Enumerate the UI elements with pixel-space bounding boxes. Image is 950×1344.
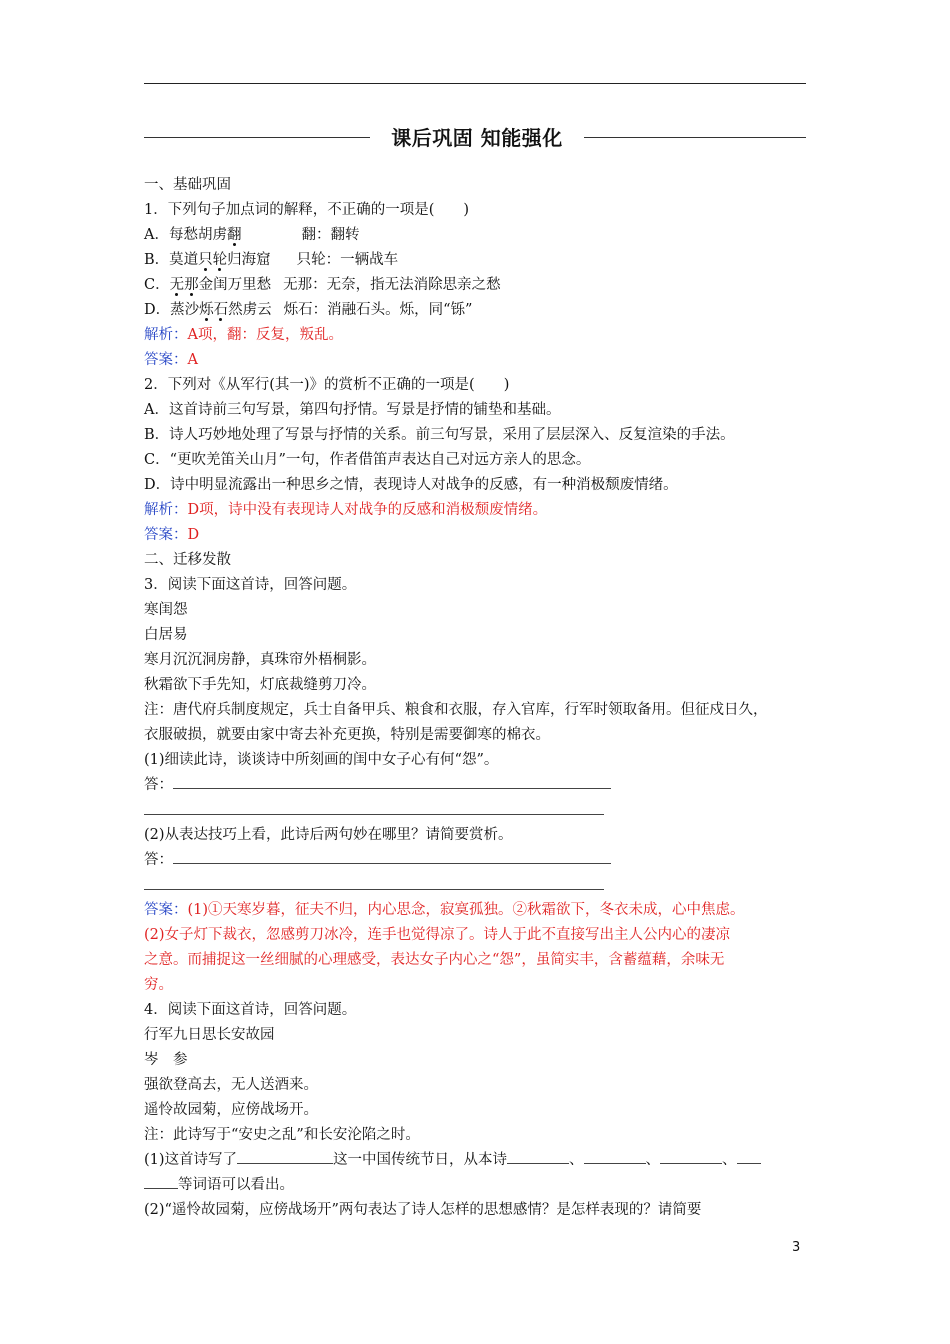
answer-blank[interactable] <box>173 774 611 789</box>
q3-answer-2: (2)女子灯下裁衣，忽感剪刀冰冷，连手也觉得凉了。诗人于此不直接写出主人公内心的凄凉 <box>144 927 731 943</box>
fill-blank[interactable] <box>737 1149 761 1164</box>
q4-poem-line-2: 遥怜故园菊，应傍战场开。 <box>144 1102 318 1118</box>
title-decor-line-left <box>144 137 370 138</box>
fill-blank[interactable] <box>144 1174 178 1189</box>
q4-stem: 4．阅读下面这首诗，回答问题。 <box>144 1002 357 1018</box>
answer-rule[interactable] <box>144 873 812 898</box>
answer-rule[interactable] <box>144 798 812 823</box>
fill-blank[interactable] <box>660 1149 722 1164</box>
dotted-word: 翻 <box>226 227 242 243</box>
q3-answer-1: 答案：(1)①天寒岁暮，征夫不归，内心思念，寂寞孤独。②秋霜欲下，冬衣未成，心中焦虑。 <box>144 902 745 918</box>
q1-stem: 1．下列句子加点词的解释，不正确的一项是( ) <box>144 202 470 218</box>
document-body <box>144 173 812 1223</box>
title-decor-line-right <box>584 137 806 138</box>
q4-subquestion-1: (1)这首诗写了 这一中国传统节日，从本诗 、 、 、 <box>144 1148 812 1173</box>
q3-answer-line-2: 答： <box>144 848 812 873</box>
dotted-word: 轮 <box>212 252 228 268</box>
dotted-word: 那 <box>184 277 199 293</box>
q4-poem-line-1: 强欲登高去，无人送酒来。 <box>144 1077 318 1093</box>
answer-blank[interactable] <box>173 849 611 864</box>
q3-answer-4: 穷。 <box>144 977 173 993</box>
q2-answer: 答案：D <box>144 527 200 543</box>
fill-blank[interactable] <box>507 1149 569 1164</box>
q3-stem: 3．阅读下面这首诗，回答问题。 <box>144 577 357 593</box>
q3-poem-author: 白居易 <box>144 627 188 643</box>
q4-poem-title: 行军九日思长安故园 <box>144 1027 275 1043</box>
q2-analysis: 解析：D项，诗中没有表现诗人对战争的反感和消极颓废情绪。 <box>144 502 548 518</box>
dotted-word: 石 <box>213 302 229 318</box>
section-heading-1: 一、基础巩固 <box>144 177 231 193</box>
q3-poem-line-2: 秋霜欲下手先知，灯底裁缝剪刀冷。 <box>144 677 376 693</box>
q4-subquestion-1-cont: 等词语可以看出。 <box>144 1173 812 1198</box>
page-number: 3 <box>792 1240 801 1255</box>
q1-option-c: C．无那金闺万里愁 无那：无奈，指无法消除思亲之愁 <box>144 277 501 293</box>
q1-analysis: 解析：A项，翻：反复，叛乱。 <box>144 327 343 343</box>
fill-blank[interactable] <box>584 1149 646 1164</box>
section-heading-2: 二、迁移发散 <box>144 552 231 568</box>
q2-option-a: A．这首诗前三句写景，第四句抒情。写景是抒情的铺垫和基础。 <box>144 402 561 418</box>
q3-subquestion-1: (1)细读此诗，谈谈诗中所刻画的闺中女子心有何“怨”。 <box>144 752 499 768</box>
dotted-word: 只 <box>198 252 213 268</box>
q1-option-d: D．蒸沙烁石然虏云 烁石：消融石头。烁，同“铄” <box>144 302 473 318</box>
fill-blank[interactable] <box>237 1149 333 1164</box>
header-rule <box>144 83 806 84</box>
q3-subquestion-2: (2)从表达技巧上看，此诗后两句妙在哪里？请简要赏析。 <box>144 827 513 843</box>
q3-answer-3: 之意。而捕捉这一丝细腻的心理感受，表达女子内心之“怨”，虽简实丰，含蓄蕴藉，余味无 <box>144 952 725 968</box>
q1-option-b: B．莫道只轮归海窟 只轮：一辆战车 <box>144 252 399 268</box>
section-title: 课后巩固 知能强化 <box>391 126 563 150</box>
q4-note: 注：此诗写于“安史之乱”和长安沦陷之时。 <box>144 1127 420 1143</box>
q3-poem-title: 寒闺怨 <box>144 602 188 618</box>
q2-stem: 2．下列对《从军行(其一)》的赏析不正确的一项是( ) <box>144 377 510 393</box>
dotted-word: 烁 <box>199 302 214 318</box>
section-title-bar <box>144 120 806 154</box>
q2-option-d: D．诗中明显流露出一种思乡之情，表现诗人对战争的反感，有一种消极颓废情绪。 <box>144 477 678 493</box>
q3-note-line-1: 注：唐代府兵制度规定，兵士自备甲兵、粮食和衣服，存入官库，行军时领取备用。但征戍日久， <box>144 702 768 718</box>
q3-answer-line-1: 答： <box>144 773 812 798</box>
q1-answer: 答案：A <box>144 352 198 368</box>
q2-option-c: C．“更吹羌笛关山月”一句，作者借笛声表达自己对远方亲人的思念。 <box>144 452 591 468</box>
q1-option-a: A．每愁胡虏翻 翻：翻转 <box>144 227 360 243</box>
q4-subquestion-2: (2)“遥怜故园菊，应傍战场开”两句表达了诗人怎样的思想感情？是怎样表现的？请简要 <box>144 1202 702 1218</box>
q2-option-b: B．诗人巧妙地处理了写景与抒情的关系。前三句写景，采用了层层深入、反复渲染的手法。 <box>144 427 735 443</box>
q3-note-line-2: 衣服破损，就要由家中寄去补充更换，特别是需要御寒的棉衣。 <box>144 727 550 743</box>
dotted-word: 无 <box>169 277 185 293</box>
q4-poem-author: 岑 参 <box>144 1052 188 1068</box>
q3-poem-line-1: 寒月沉沉洞房静，真珠帘外梧桐影。 <box>144 652 376 668</box>
